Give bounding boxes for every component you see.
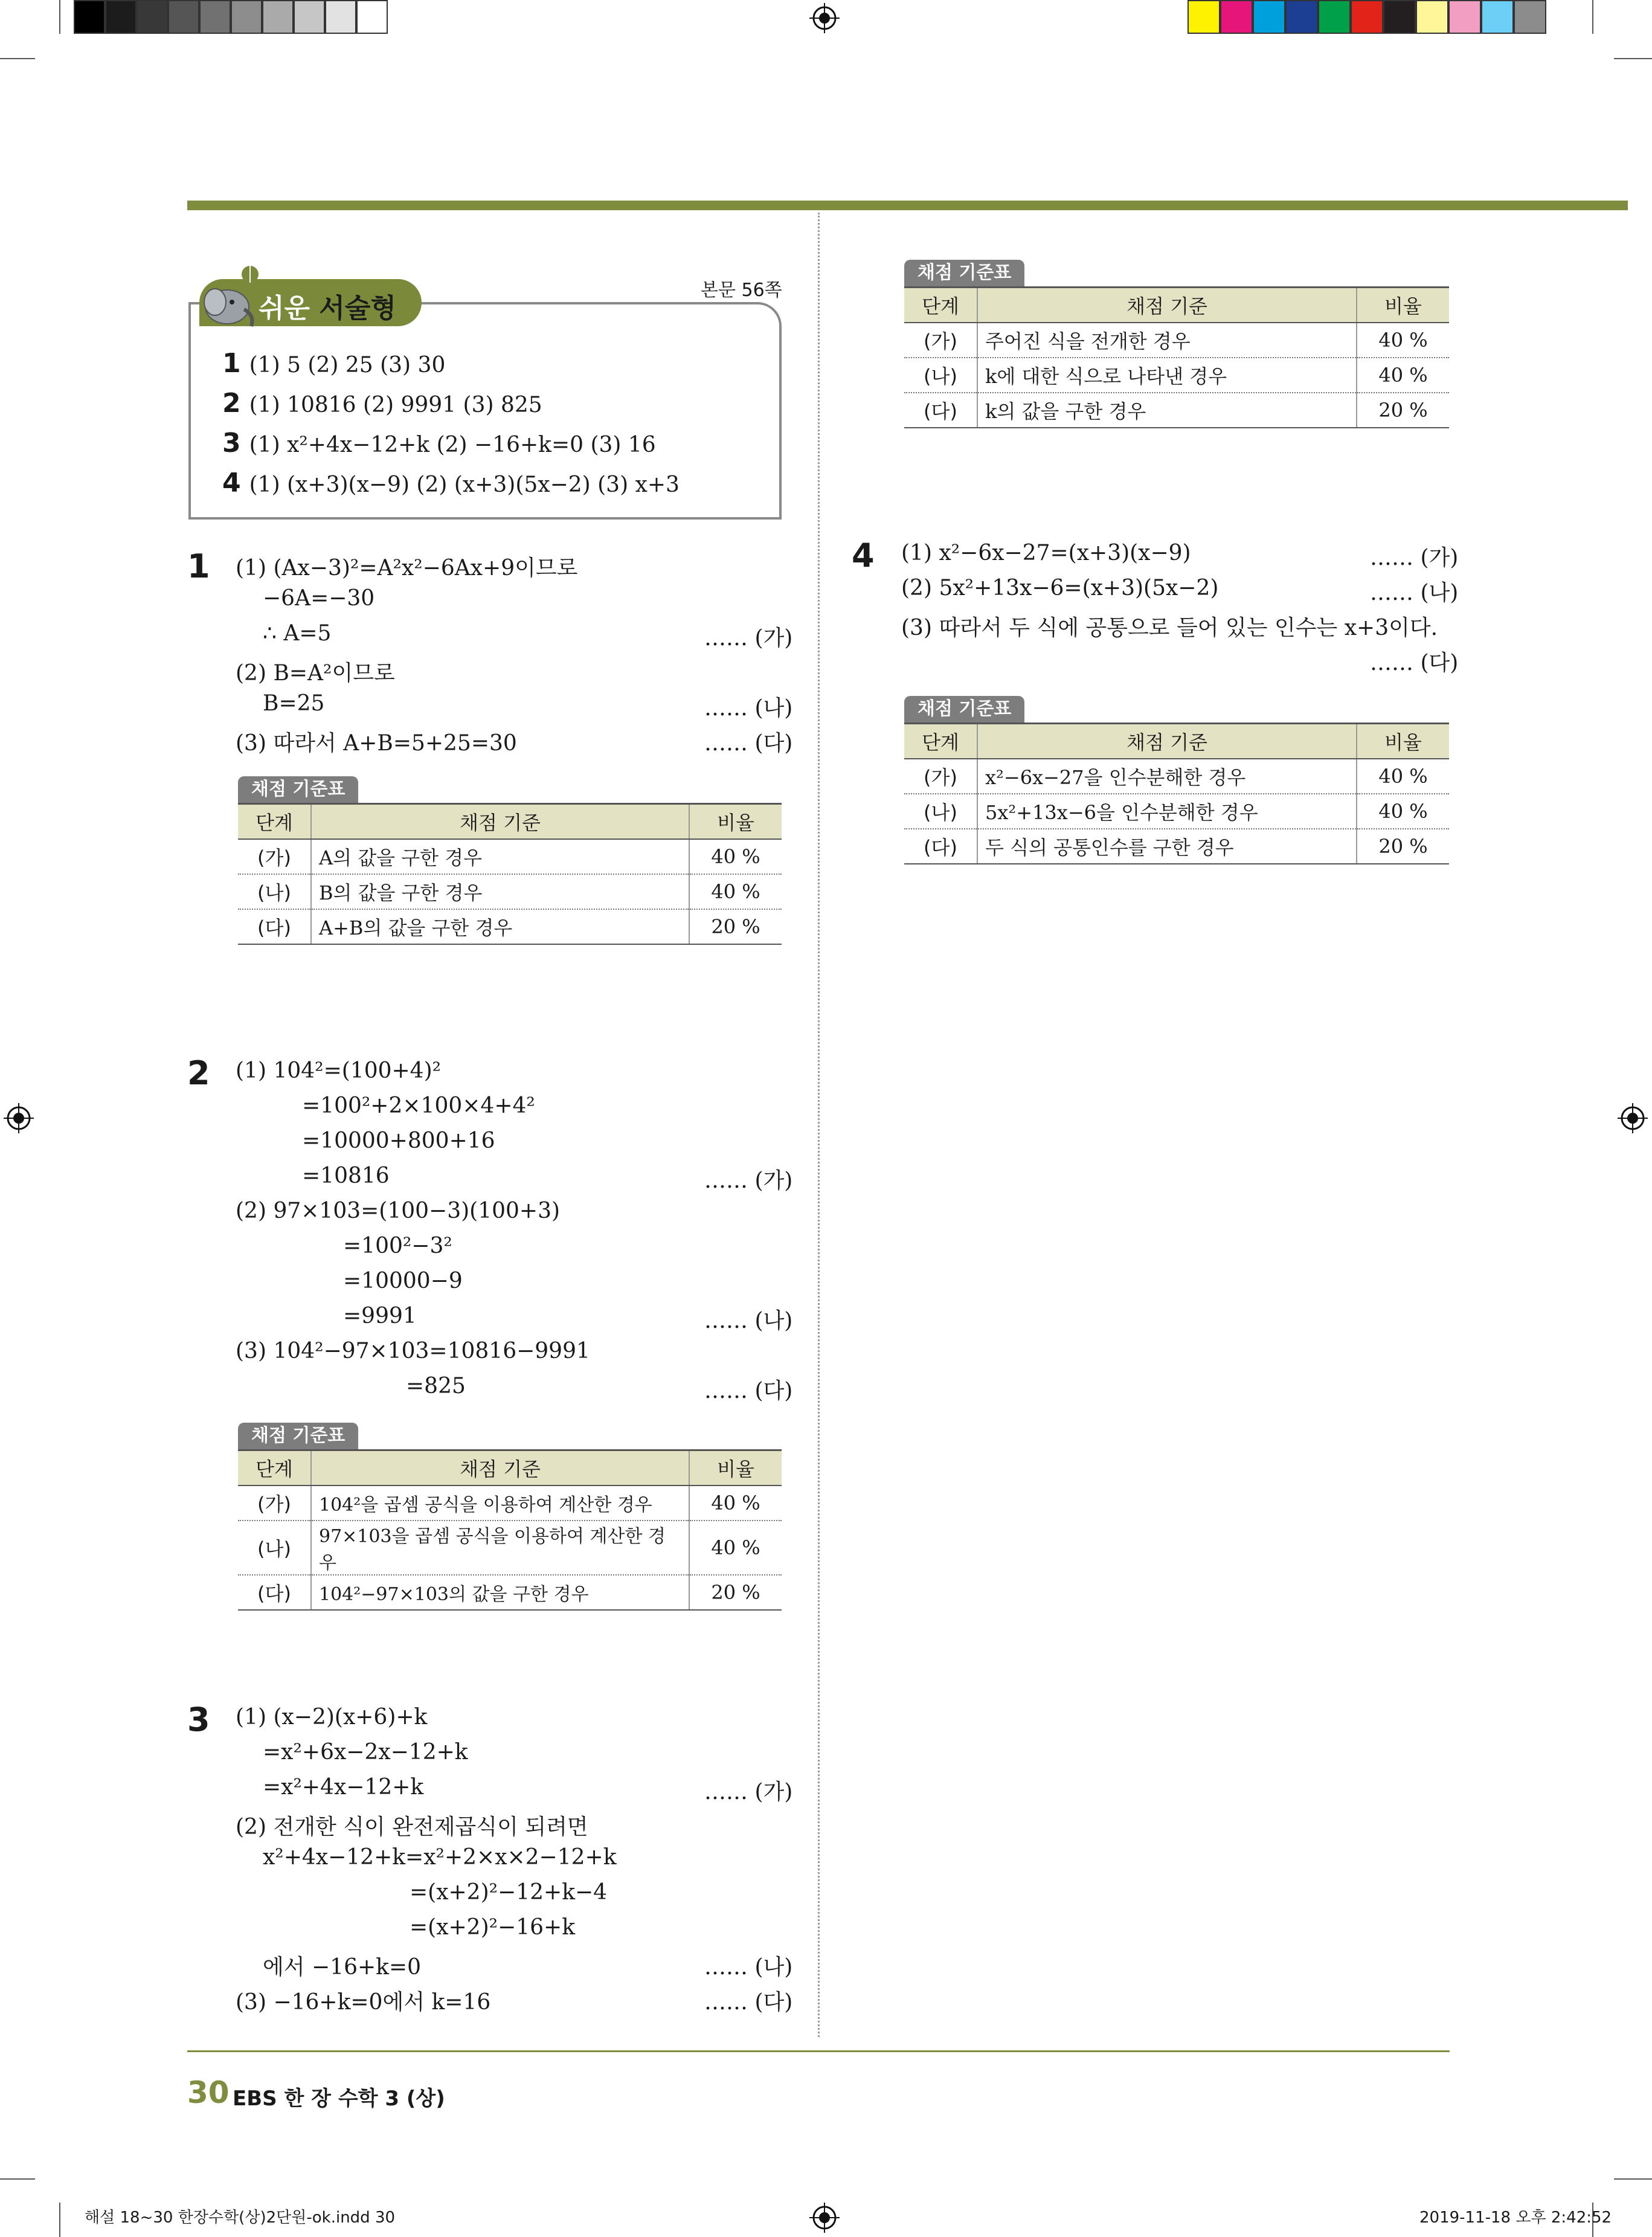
rubric-ratio: 40 % [1357,794,1449,829]
rubric-header-criteria: 채점 기준 [311,804,689,840]
rubric-tag: 채점 기준표 [238,776,358,803]
badge-type-label: 서술형 [319,293,396,324]
solution-line: (3) 따라서 두 식에 공통으로 들어 있는 인수는 x+3이다. [901,616,1438,640]
rubric-header-criteria: 채점 기준 [977,288,1357,323]
rubric-criteria: k에 대한 식으로 나타낸 경우 [977,358,1357,393]
rubric-ratio: 40 % [1357,358,1449,393]
solution-line: =100²−3² [343,1234,452,1258]
rubric-ratio: 20 % [1357,393,1449,428]
rubric-header-ratio: 비율 [689,804,782,840]
registration-mark-icon [4,1103,34,1133]
rubric-header-row [904,288,1449,323]
rubric-row [904,358,1449,393]
rubric-criteria: 5x²+13x−6을 인수분해한 경우 [977,794,1357,829]
solution-line: (2) 5x²+13x−6=(x+3)(5x−2) [901,576,1219,600]
date-slug: 2019-11-18 오후 2:42:52 [1419,2209,1612,2227]
solution-line: =10816 [302,1164,390,1188]
crop-mark [1614,2178,1652,2180]
solution-line: =100²+2×100×4+4² [302,1093,535,1118]
rubric-stage: (다) [238,909,311,944]
rubric-ratio: 40 % [689,1485,782,1521]
rubric-stage: (가) [904,323,977,358]
rubric-criteria: 104²을 곱셈 공식을 이용하여 계산한 경우 [311,1485,689,1521]
summary-item [222,348,445,379]
rubric-stage: (가) [238,839,311,874]
rubric-criteria: 97×103을 곱셈 공식을 이용하여 계산한 경우 [311,1521,689,1575]
rubric-row [904,829,1449,864]
solution-line: =9991 [343,1304,417,1328]
rubric-criteria: k의 값을 구한 경우 [977,393,1357,428]
rubric-tag: 채점 기준표 [238,1423,358,1449]
rubric-ratio: 20 % [689,1575,782,1610]
color-calibration-bar [1188,0,1546,36]
step-marker: …… (가) [704,1168,793,1193]
rubric-row [904,323,1449,358]
step-marker: …… (나) [1370,581,1459,605]
rubric-criteria: x²−6x−27을 인수분해한 경우 [977,759,1357,794]
rubric-stage: (다) [904,393,977,428]
step-marker: …… (나) [704,696,793,721]
solution-line: =x²+4x−12+k [263,1775,424,1800]
problem-number: 4 [852,536,875,575]
section-badge-label [259,286,396,325]
rubric-criteria: A+B의 값을 구한 경우 [311,909,689,944]
rubric-row [238,839,782,874]
rubric-row [904,794,1449,829]
rubric-header-ratio: 비율 [689,1450,782,1486]
rubric-ratio: 40 % [689,874,782,909]
problem-number: 2 [187,1054,210,1092]
rubric-ratio: 20 % [689,909,782,944]
rubric-header-row [904,724,1449,759]
elephant-mascot-icon [192,260,265,332]
rubric-header-criteria: 채점 기준 [977,724,1357,759]
step-marker: …… (다) [1370,651,1459,675]
rubric-row [238,1521,782,1575]
summary-item [222,428,656,459]
rubric-criteria: A의 값을 구한 경우 [311,839,689,874]
rubric-criteria: 두 식의 공통인수를 구한 경우 [977,829,1357,864]
rubric-header-row [238,1450,782,1486]
rubric-table [238,1449,782,1611]
rubric-header-stage: 단계 [238,1450,311,1486]
rubric-ratio: 40 % [1357,759,1449,794]
rubric-table [904,286,1449,428]
rubric-row [238,1575,782,1610]
footer-rule [187,2050,1450,2052]
header-accent-bar [187,201,1628,210]
rubric-stage: (나) [904,358,977,393]
summary-item-number: 3 [222,428,241,459]
solution-line: =(x+2)²−12+k−4 [410,1880,608,1905]
solution-line: =10000+800+16 [302,1128,495,1153]
book-title: EBS 한 장 수학 3 (상) [233,2087,445,2111]
solution-line: −6A=−30 [263,586,375,611]
solution-line: (1) (x−2)(x+6)+k [236,1705,428,1730]
rubric-criteria: 104²−97×103의 값을 구한 경우 [311,1575,689,1610]
solution-line: (3) 따라서 A+B=5+25=30 [236,731,517,756]
rubric-header-stage: 단계 [238,804,311,840]
page-reference: 본문 56쪽 [701,280,782,301]
rubric-criteria: B의 값을 구한 경우 [311,874,689,909]
step-marker: …… (가) [1370,546,1459,570]
rubric-stage: (나) [238,1521,311,1575]
rubric-tag: 채점 기준표 [904,696,1024,723]
rubric-table [238,803,782,945]
rubric-header-ratio: 비율 [1357,288,1449,323]
summary-item-text: (1) (x+3)(x−9) (2) (x+3)(5x−2) (3) x+3 [249,472,680,497]
rubric-ratio: 40 % [1357,323,1449,358]
solution-line: (3) −16+k=0에서 k=16 [236,1990,491,2015]
rubric-row [238,874,782,909]
solution-line: (2) 97×103=(100−3)(100+3) [236,1199,561,1223]
rubric-header-stage: 단계 [904,724,977,759]
rubric-ratio: 40 % [689,1521,782,1575]
crop-mark [0,2178,35,2180]
solution-line: (3) 104²−97×103=10816−9991 [236,1339,590,1363]
summary-item-text: (1) 5 (2) 25 (3) 30 [249,353,446,378]
rubric-stage: (다) [904,829,977,864]
solution-line: (2) B=A²이므로 [236,661,395,686]
solution-line: (1) 104²=(100+4)² [236,1058,442,1083]
rubric-row [238,1485,782,1521]
rubric-stage: (가) [904,759,977,794]
step-marker: …… (가) [704,626,793,651]
crop-mark [59,2203,60,2237]
crop-mark [59,0,60,34]
registration-mark-icon [809,3,840,33]
solution-line: =10000−9 [343,1269,463,1293]
solution-line: (2) 전개한 식이 완전제곱식이 되려면 [236,1815,588,1839]
summary-item [222,468,680,498]
rubric-stage: (다) [238,1575,311,1610]
rubric-header-criteria: 채점 기준 [311,1450,689,1486]
step-marker: …… (다) [704,731,793,756]
solution-line: (1) (Ax−3)²=A²x²−6Ax+9이므로 [236,556,578,581]
rubric-header-stage: 단계 [904,288,977,323]
step-marker: …… (나) [704,1308,793,1333]
crop-mark [1614,58,1652,59]
step-marker: …… (다) [704,1379,793,1403]
rubric-header-ratio: 비율 [1357,724,1449,759]
rubric-table [904,723,1449,864]
rubric-stage: (나) [904,794,977,829]
problem-number: 3 [187,1701,210,1739]
crop-mark [1592,0,1593,34]
rubric-ratio: 20 % [1357,829,1449,864]
solution-line: =(x+2)²−16+k [410,1915,576,1940]
solution-line: =x²+6x−2x−12+k [263,1740,468,1765]
rubric-header-row [238,804,782,840]
badge-easy-label: 쉬운 [259,293,310,324]
page-number: 30 [187,2075,230,2110]
registration-mark-icon [809,2203,840,2233]
rubric-row [904,393,1449,428]
rubric-stage: (나) [238,874,311,909]
solution-line: =825 [406,1374,466,1399]
rubric-criteria: 주어진 식을 전개한 경우 [977,323,1357,358]
solution-line: (1) x²−6x−27=(x+3)(x−9) [901,541,1191,565]
solution-line: ∴ A=5 [263,621,332,646]
summary-item-number: 4 [222,468,241,498]
summary-item-text: (1) x²+4x−12+k (2) −16+k=0 (3) 16 [249,433,656,457]
summary-item-number: 2 [222,388,241,419]
summary-item [222,388,542,419]
file-slug: 해설 18~30 한장수학(상)2단원-ok.indd 30 [85,2209,396,2227]
column-divider [818,213,820,2037]
solution-line: B=25 [263,691,325,716]
rubric-row [238,909,782,944]
rubric-row [904,759,1449,794]
problem-number: 1 [187,547,210,585]
summary-item-text: (1) 10816 (2) 9991 (3) 825 [249,393,542,417]
registration-mark-icon [1618,1103,1648,1133]
rubric-stage: (가) [238,1485,311,1521]
step-marker: …… (가) [704,1780,793,1804]
solution-line: x²+4x−12+k=x²+2×x×2−12+k [263,1845,617,1870]
step-marker: …… (나) [704,1955,793,1980]
grayscale-calibration-bar [74,0,388,36]
summary-item-number: 1 [222,348,241,379]
solution-line: 에서 −16+k=0 [263,1955,422,1980]
crop-mark [0,58,35,59]
rubric-ratio: 40 % [689,839,782,874]
rubric-tag: 채점 기준표 [904,260,1024,286]
step-marker: …… (다) [704,1990,793,2015]
